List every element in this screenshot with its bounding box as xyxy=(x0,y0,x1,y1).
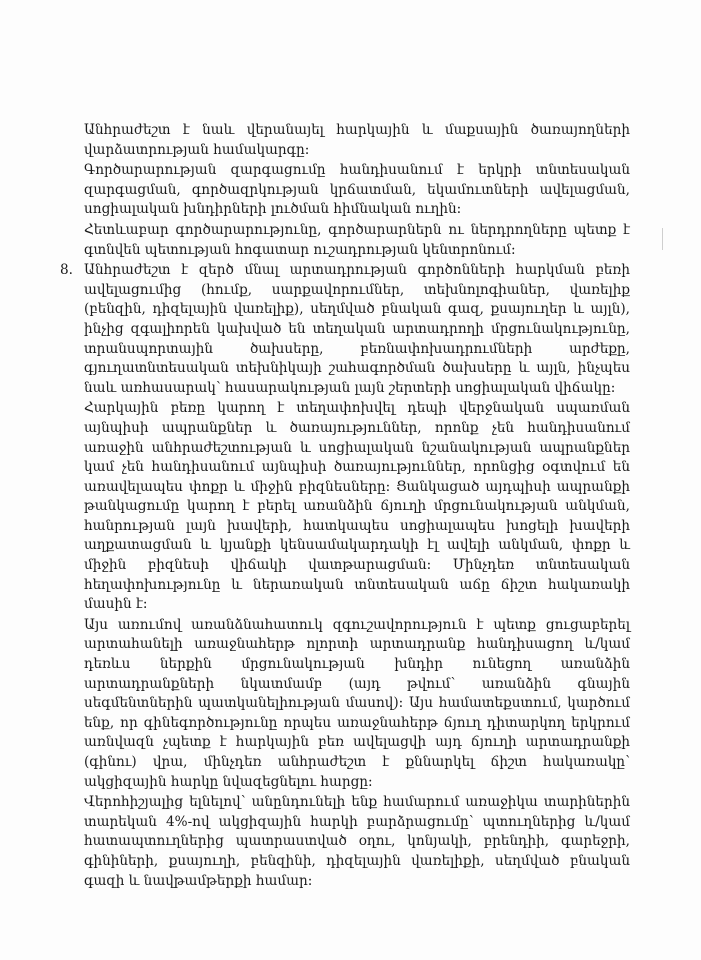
paragraph-investors-attention xyxy=(84,221,630,260)
paragraph-text: Վերոհիշյալից ելնելով՝ անընդունելի ենք համարում առաջիկա տարիներին տարեկան 4%-ով ակցիզային հարկի բարձրացումը՝ պտուղներից և/կամ հատապտուղներից պատրաստված օղու, կոնյակի, բրենդիի, գարեջրի, գինիների, քսայուղի, բենզինի, դիզելային վառելիքի, սեղմված բնական գազի և նավթամթերքի համար: xyxy=(84,794,630,889)
paragraph-text: Այս առումով առանձնահատուկ զգուշավորություն է պետք ցուցաբերել արտահանելի առաջնահերթ ոլորտի արտադրանք հանդիսացող և/կամ դեռևս ներքին մրցունակության խնդիր ունեցող առանձին արտադրանքների նկատմամբ (այդ թվում՝ առանձին գնային սեգմենտներին պատկանելիության մասով): Այս համատեքստում, կարծում ենք, որ գինեգործությունը որպես առաջնահերթ ճյուղ դիտարկող երկրում առնվազն չպետք է հարկային բեռ ավելացվի այդ ճյուղի արտադրանքի (գինու) վրա, մինչդեռ անհրաժեշտ է քննարկել ճիշտ հակառակը՝ ակցիզային հարկը նվազեցնելու հարցը: xyxy=(84,616,630,790)
paragraph-business-development xyxy=(84,161,630,220)
paragraph-remuneration xyxy=(84,121,630,160)
paragraph-text: Անհրաժեշտ է նաև վերանայել հարկային և մաքսային ծառայողների վարձատրության համակարգը: xyxy=(84,122,630,158)
paragraph-winemaking xyxy=(84,616,630,792)
paragraph-item-8 xyxy=(60,261,630,398)
paragraph-text: Հետևաբար գործարարությունը, գործարարներն ու ներդրողները պետք է գտնվեն պետության հոգատար ուշադրության կենտրոնում: xyxy=(84,221,630,258)
paragraph-text: Անհրաժեշտ է զերծ մնալ արտադրության գործոնների հարկման բեռի ավելացումից (հումք, սարքավորումներ, տեխնոլոգիաներ, վառելիք (բենզին, դիզելային վառելիք), սեղմված բնական գազ, քսայուղեր և այլն), ինչից զգալիորեն կախված են տեղական արտադրողի մրցունակությունը, տրանսպորտային ծախսերը, բեռնափոխադրումների արժեքը, գյուղատնտեսական տեխնիկայի շահագործման ծախսերը և այլն, ինչպես նաև առհասարակ՝ հասարակության լայն շերտերի սոցիալական վիճակը: xyxy=(84,262,630,396)
paragraph-text: Գործարարության զարգացումը հանդիսանում է երկրի տնտեսական զարգացման, գործազրկության կրճատման, եկամուտների ավելացման, սոցիալական խնդիրների լուծման հիմնական ուղին: xyxy=(84,162,630,218)
paragraph-text: Հարկային բեռը կարող է տեղափոխվել դեպի վերջնական սպառման այնպիսի ապրանքներ և ծառայություններ, որոնք չեն հանդիսանում առաջին անհրաժեշտության և սոցիալական նշանակության ապրանքներ կամ չեն հանդիսանում այնպիսի ծառայություններ, որոնցից օգտվում են առավելապես փոքր և միջին բիզնեսները: Ցանկացած այդպիսի ապրանքի թանկացումը կարող է բերել առանձին ճյուղի մրցունակության անկման, հանրության լայն խավերի, հատկապես սոցիալապես խոցելի խավերի աղքատացման և կյանքի կենսամակարդակի էլ ավելի անկման, փոքր և միջին բիզնեսի վիճակի վատթարացման: Մինչդեռ տնտեսական հեղափոխությունը և ներառական տնտեսական աճը ճիշտ հակառակի մասին է: xyxy=(84,400,630,613)
scan-edge-mark xyxy=(662,228,663,250)
paragraph-excise-tax xyxy=(84,793,630,891)
paragraph-tax-burden xyxy=(84,399,630,615)
item-number: 8. xyxy=(60,262,73,279)
document-body xyxy=(60,121,630,891)
